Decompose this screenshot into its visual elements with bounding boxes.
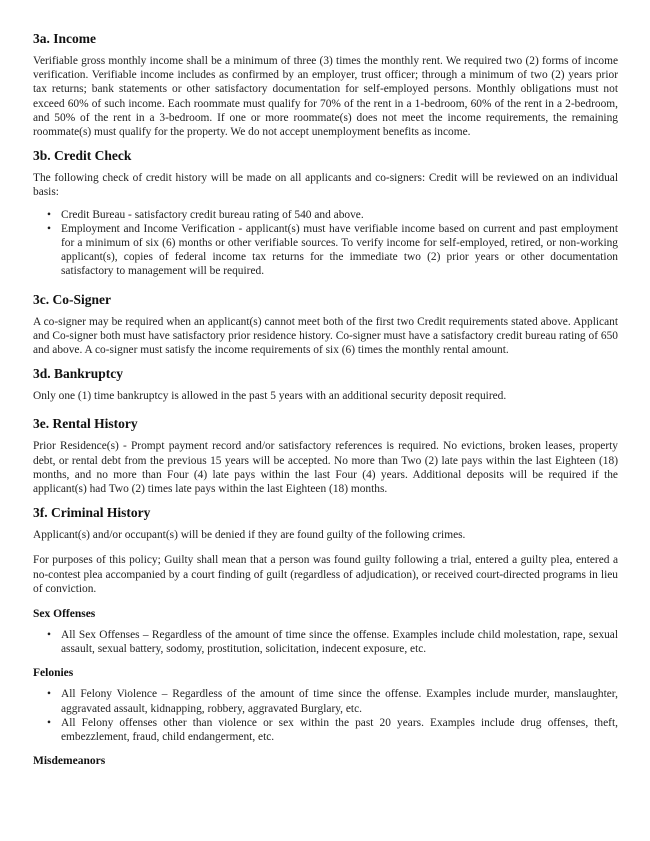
felonies-list [33,687,618,744]
bullet-icon: • [47,629,51,642]
list-item [47,687,618,715]
section-title: 3b. Credit Check [33,148,132,164]
list-item-text: All Felony Violence – Regardless of the amount of time since the offense. Examples include murder, manslaughter, aggravated assault, kidnapping, robbery, aggravated Burglary, etc. [61,688,618,715]
guilty-definition: For purposes of this policy; Guilty shall mean that a person was found guilty following a trial, entered a guilty plea, entered a no-contest plea accompanied by a court finding of guilt (regardless of adjudication), or received court-directed programs in lieu of conviction. [33,554,618,595]
list-item [47,222,618,279]
section-body: Only one (1) time bankruptcy is allowed in the past 5 years with an additional security deposit required. [33,390,507,403]
section-body: Verifiable gross monthly income shall be a minimum of three (3) times the monthly rent. We required two (2) forms of income verification. Verifiable income includes as confirmed by an employer, trust officer; through a minimum of two (2) years prior tax returns; bank statements or other satisfactory documentation for self-employed persons. Monthly obligations must not exceed 60% of such income. Each roommate must qualify for 70% of the rent in a 1-bedroom, 60% of the rent in a 2-bedroom, and 50% of the rent in a 3-bedroom. If one or more roommate(s) does not meet the income requirements, the remaining roommate(s) must qualify for the property. We do not accept unemployment benefits as income. [33,55,618,139]
list-item [47,716,618,744]
list-item [47,208,618,222]
section-intro: Applicant(s) and/or occupant(s) will be denied if they are found guilty of the following crimes. [33,529,466,542]
bullet-icon: • [47,716,51,729]
sex-offenses-list [33,628,618,656]
list-item-text: Employment and Income Verification - applicant(s) must have verifiable income based on current and past employment for a minimum of six (6) months or other verifiable sources. To verify income for self-employed, retired, or non-working applicant(s), copies of federal income tax returns for the immediate two (2) prior years or other documentation satisfactory to management will be required. [61,222,618,278]
list-item-text: All Sex Offenses – Regardless of the amount of time since the offense. Examples include child molestation, rape, sexual assault, sexual battery, sodomy, prostitution, solicitation, indecent exposure, etc. [61,629,618,656]
document-page [33,30,618,776]
bullet-icon: • [47,688,51,701]
section-title: 3d. Bankruptcy [33,366,124,382]
subsection-title-sex-offenses: Sex Offenses [33,608,96,621]
section-criminal-history [33,504,618,769]
section-income [33,30,618,139]
section-body: A co-signer may be required when an applicant(s) cannot meet both of the first two Credit requirements stated above. Applicant and Co-signer both must have satisfactory prior residence history. Co-signer must have a satisfactory credit bureau rating of 650 and above. A co-signer must satisfy the income requirements of six (6) times the monthly rental amount. [33,315,618,357]
subsection-title-felonies: Felonies [33,667,74,680]
section-rental-history [33,415,618,496]
bullet-icon: • [47,208,51,221]
credit-list [33,208,618,279]
section-title: 3e. Rental History [33,416,138,432]
section-co-signer [33,291,618,358]
section-title: 3f. Criminal History [33,505,151,521]
section-title: 3a. Income [33,31,96,46]
section-title: 3c. Co-Signer [33,291,111,307]
section-body: Prior Residence(s) - Prompt payment record and/or satisfactory references is required. No evictions, broken leases, property debt, or rental debt from the previous 15 years will be accepted. No more than Two (2) late pays within the last Eighteen (18) months, and no more than Four (4) late pays within the last Four (4) years. Additional deposits will be required if the applicant(s) had Two (2) times late pays within the last Eighteen (18) months. [33,440,618,496]
list-item-text: All Felony offenses other than violence or sex within the past 20 years. Examples include drug offenses, theft, embezzlement, fraud, child endangerment, etc. [61,716,618,744]
section-credit-check [33,147,618,278]
section-bankruptcy [33,365,618,403]
subsection-title-misdemeanors: Misdemeanors [33,755,106,768]
list-item [47,628,618,656]
list-item-text: Credit Bureau - satisfactory credit bureau rating of 540 and above. [61,208,364,221]
bullet-icon: • [47,222,51,235]
section-intro: The following check of credit history will be made on all applicants and co-signers: Credit will be reviewed on an individual basis: [33,172,618,199]
